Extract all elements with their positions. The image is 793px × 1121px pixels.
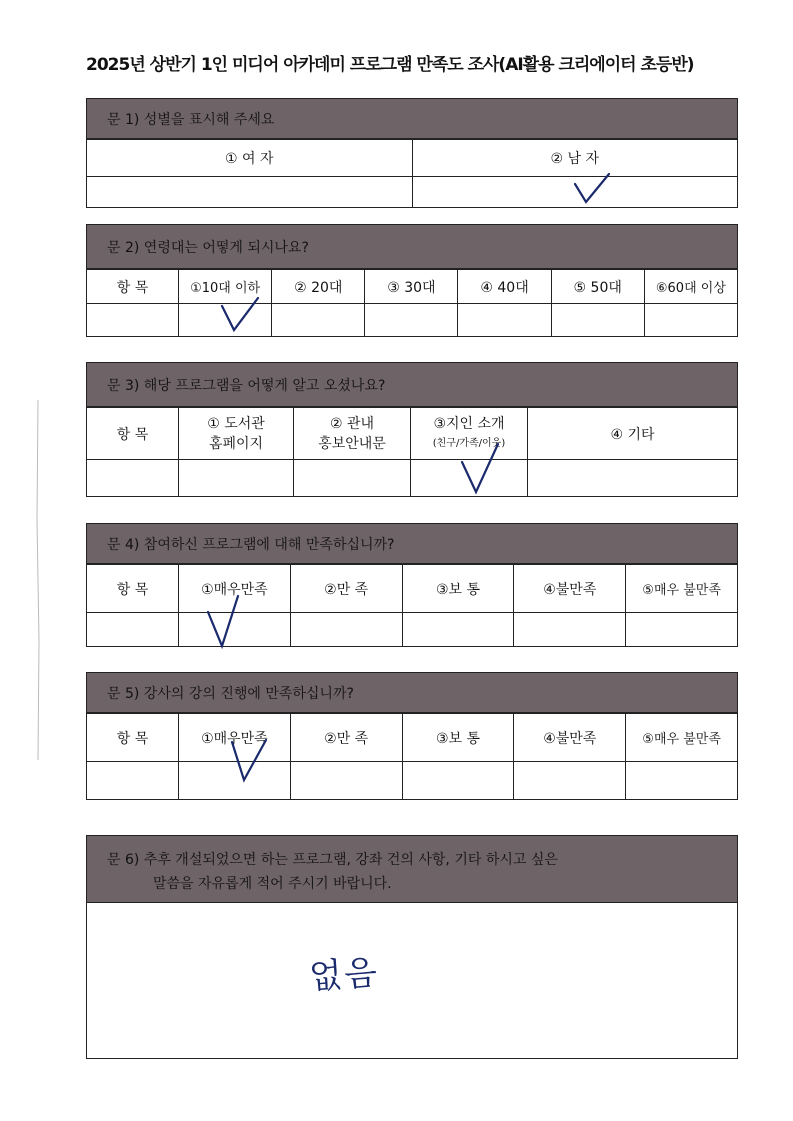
question-2	[86, 224, 738, 337]
q5-option-5: ⑤매우 불만족	[626, 714, 738, 762]
q5-answer-1[interactable]	[179, 762, 291, 800]
question-2-header: 문 2) 연령대는 어떻게 되시나요?	[86, 224, 738, 269]
q2-answer-2[interactable]	[272, 304, 365, 337]
scan-mark	[36, 400, 40, 760]
question-1	[86, 98, 738, 208]
q2-option-1: ①10대 이하	[179, 270, 272, 304]
q2-answer-6[interactable]	[644, 304, 737, 337]
q3-option-4: ④ 기타	[528, 408, 738, 460]
question-2-table	[86, 269, 738, 337]
q2-option-5: ⑤ 50대	[551, 270, 644, 304]
question-4	[86, 523, 738, 647]
question-1-header: 문 1) 성별을 표시해 주세요	[86, 98, 738, 139]
q3-option-3-line2: (친구/가족/이웃)	[432, 437, 506, 449]
q5-option-4: ④불만족	[514, 714, 626, 762]
q5-answer-label	[87, 762, 179, 800]
q2-option-4: ④ 40대	[458, 270, 551, 304]
q3-answer-label	[87, 460, 179, 497]
q1-answer-female[interactable]	[87, 177, 413, 208]
q3-answer-4[interactable]	[528, 460, 738, 497]
q4-item-label: 항 목	[87, 565, 179, 613]
q3-option-1-line1: ① 도서관	[207, 415, 265, 432]
q6-question-line2: 말씀을 자유롭게 적어 주시기 바랍니다.	[153, 876, 392, 892]
question-3-header: 문 3) 해당 프로그램을 어떻게 알고 오셨나요?	[86, 362, 738, 407]
q4-answer-label	[87, 613, 179, 647]
q4-answer-1[interactable]	[179, 613, 291, 647]
q5-option-3: ③보 통	[402, 714, 514, 762]
q3-option-3	[411, 408, 528, 460]
question-1-table	[86, 139, 738, 208]
q3-answer-3[interactable]	[411, 460, 528, 497]
question-3-table	[86, 407, 738, 497]
q2-option-6: ⑥60대 이상	[644, 270, 737, 304]
q4-option-5: ⑤매우 불만족	[626, 565, 738, 613]
question-6	[86, 835, 738, 1059]
question-3	[86, 362, 738, 497]
q6-question-line1: 문 6) 추후 개설되었으면 하는 프로그램, 강좌 건의 사항, 기타 하시고 싶은	[107, 852, 558, 868]
q2-answer-label	[87, 304, 179, 337]
q2-option-2: ② 20대	[272, 270, 365, 304]
q4-answer-3[interactable]	[402, 613, 514, 647]
page-title: 2025년 상반기 1인 미디어 아카데미 프로그램 만족도 조사(AI활용 크리에이터 초등반)	[86, 55, 694, 75]
q1-option-female: ① 여 자	[87, 140, 413, 177]
q3-option-2-line1: ② 관내	[329, 415, 375, 432]
q2-answer-1[interactable]	[179, 304, 272, 337]
q3-option-1	[179, 408, 294, 460]
q5-item-label: 항 목	[87, 714, 179, 762]
q4-option-4: ④불만족	[514, 565, 626, 613]
question-6-header	[86, 835, 738, 903]
question-5-header: 문 5) 강사의 강의 진행에 만족하십니까?	[86, 672, 738, 713]
q5-option-2: ②만 족	[290, 714, 402, 762]
q1-answer-male[interactable]	[412, 177, 738, 208]
question-5-table	[86, 713, 738, 800]
q2-option-3: ③ 30대	[365, 270, 458, 304]
q5-answer-3[interactable]	[402, 762, 514, 800]
q3-option-3-line1: ③지인 소개	[433, 415, 505, 432]
q3-option-1-line2: 홈페이지	[208, 435, 264, 452]
q4-option-3: ③보 통	[402, 565, 514, 613]
q2-answer-4[interactable]	[458, 304, 551, 337]
q3-answer-2[interactable]	[294, 460, 411, 497]
q2-answer-3[interactable]	[365, 304, 458, 337]
q5-answer-5[interactable]	[626, 762, 738, 800]
q3-option-2	[294, 408, 411, 460]
q3-option-2-line2: 홍보안내문	[318, 435, 386, 452]
q4-answer-2[interactable]	[290, 613, 402, 647]
q5-option-1: ①매우만족	[179, 714, 291, 762]
q2-item-label: 항 목	[87, 270, 179, 304]
q2-answer-5[interactable]	[551, 304, 644, 337]
q5-answer-4[interactable]	[514, 762, 626, 800]
question-5	[86, 672, 738, 800]
q6-handwritten-answer: 없음	[307, 952, 381, 998]
question-4-header: 문 4) 참여하신 프로그램에 대해 만족하십니까?	[86, 523, 738, 564]
q3-item-label: 항 목	[87, 408, 179, 460]
q3-answer-1[interactable]	[179, 460, 294, 497]
q1-option-male: ② 남 자	[412, 140, 738, 177]
q5-answer-2[interactable]	[290, 762, 402, 800]
q4-option-1: ①매우만족	[179, 565, 291, 613]
q4-answer-4[interactable]	[514, 613, 626, 647]
q6-answer-area[interactable]	[86, 903, 738, 1059]
question-4-table	[86, 564, 738, 647]
q4-answer-5[interactable]	[626, 613, 738, 647]
q4-option-2: ②만 족	[290, 565, 402, 613]
